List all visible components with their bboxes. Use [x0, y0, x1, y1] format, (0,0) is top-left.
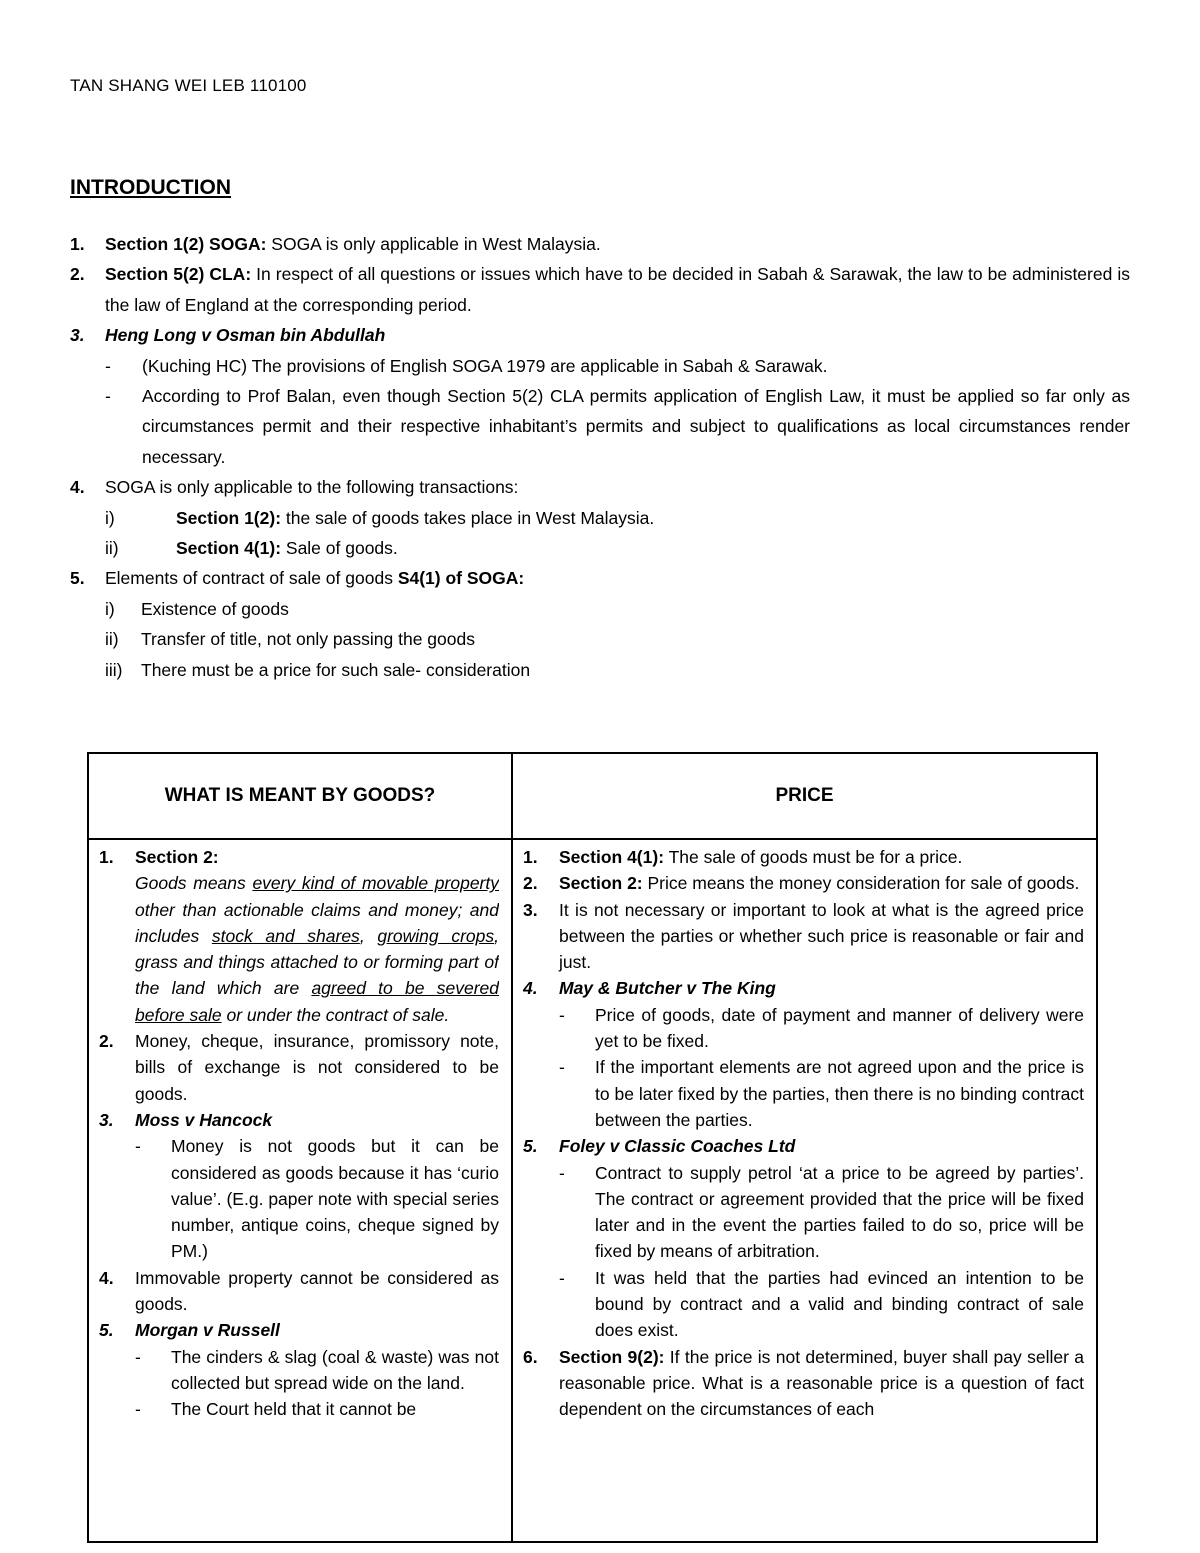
intro-item-3: [70, 320, 1130, 350]
intro-item-4-sub-1-label: Section 1(2):: [176, 507, 282, 528]
goods-def-part-2: other than actionable claims and money; and includes: [135, 899, 499, 946]
price-item-4-case: May & Butcher v The King: [559, 978, 776, 999]
goods-def-underline-1: every kind of movable property: [252, 873, 499, 894]
price-item-2: [523, 870, 1084, 896]
price-item-1: [523, 844, 1084, 870]
price-item-2-label: Section 2:: [559, 873, 643, 894]
goods-item-5-bullet-2-text: The Court held that it cannot be: [171, 1399, 417, 1420]
intro-item-2-number: 2.: [70, 264, 85, 285]
price-item-2-text: [559, 870, 1084, 896]
goods-item-5-case: Morgan v Russell: [135, 1320, 280, 1341]
goods-item-5-bullet-1-text: The cinders & slag (coal & waste) was not collected but spread wide on the land.: [171, 1346, 499, 1393]
intro-item-4-sub-2-body: Sale of goods.: [281, 538, 398, 559]
intro-item-4-sub-2: [70, 533, 1130, 563]
intro-item-3-bullet-2: [70, 381, 1130, 472]
price-item-5-bullet-2-text: It was held that the parties had evinced an intention to be bound by contract and a valid and binding contract of sale does exist.: [595, 1267, 1084, 1341]
goods-item-3-bullet-1: [99, 1133, 499, 1264]
intro-item-1: [70, 229, 1130, 259]
intro-item-4-sub-1-number: i): [105, 507, 115, 528]
goods-column: [88, 839, 512, 1542]
price-column: [512, 839, 1097, 1542]
intro-item-5-sub-2-number: ii): [105, 629, 119, 650]
intro-item-4-number: 4.: [70, 477, 85, 498]
goods-item-5-bullet-2: [99, 1396, 499, 1422]
price-item-5-case: Foley v Classic Coaches Ltd: [559, 1136, 796, 1157]
goods-item-1-number: 1.: [99, 847, 114, 867]
price-item-6-number: 6.: [523, 1346, 538, 1367]
goods-item-3-case: Moss v Hancock: [135, 1109, 273, 1130]
goods-price-table: [87, 752, 1098, 1543]
dash-bullet-icon: -: [559, 1267, 565, 1288]
intro-item-1-text: [105, 229, 1130, 259]
goods-item-3-bullet-1-text: Money is not goods but it can be considered as goods because it has ‘curio value’. (E.g. paper note with special series number, antique coins, cheque signed by PM.): [171, 1136, 499, 1262]
intro-item-2-body: In respect of all questions or issues which have to be decided in Sabah & Sarawak, the law to be administered is the law of England at the corresponding period.: [105, 264, 1130, 315]
price-column-heading: PRICE: [512, 753, 1097, 839]
dash-bullet-icon: -: [135, 1136, 141, 1157]
dash-bullet-icon: -: [559, 1004, 565, 1025]
price-item-5-bullet-1-text: Contract to supply petrol ‘at a price to be agreed by parties’. The contract or agreement provided that the price will be fixed later and in the event the parties failed to do so, price will be fixed by means of arbitration.: [595, 1162, 1084, 1262]
intro-item-3-number: 3.: [70, 325, 85, 346]
intro-item-1-number: 1.: [70, 234, 85, 254]
goods-def-part-1: Goods means: [135, 873, 253, 894]
intro-item-4-sub-2-number: ii): [105, 538, 119, 559]
intro-item-4-text: SOGA is only applicable to the following transactions:: [105, 477, 519, 498]
price-item-4-bullet-2: [523, 1054, 1084, 1133]
price-item-6-label: Section 9(2):: [559, 1346, 665, 1367]
intro-item-3-bullet-1-text: (Kuching HC) The provisions of English SOGA 1979 are applicable in Sabah & Sarawak.: [142, 355, 828, 376]
goods-item-5-bullet-1: [99, 1344, 499, 1397]
goods-def-underline-2: stock and shares: [211, 925, 360, 946]
intro-item-3-bullet-1: [70, 351, 1130, 381]
intro-item-5-sub-2: [70, 624, 1130, 654]
introduction-heading: INTRODUCTION: [70, 176, 231, 199]
price-item-1-number: 1.: [523, 847, 538, 867]
goods-item-3: [99, 1107, 499, 1133]
price-item-2-body: Price means the money consideration for sale of goods.: [642, 873, 1080, 894]
price-item-6-body: If the price is not determined, buyer shall pay seller a reasonable price. What is a reasonable price is a question of fact dependent on the circumstances of each: [559, 1346, 1084, 1420]
intro-item-5-sub-3-text: There must be a price for such sale- consideration: [141, 659, 531, 680]
goods-item-1-definition: [135, 870, 499, 1028]
goods-item-1: [99, 844, 499, 1028]
price-item-4-number: 4.: [523, 978, 538, 999]
table-header-row: [88, 753, 1097, 839]
intro-item-5-label: S4(1) of SOGA:: [397, 568, 525, 589]
table-body-row: [88, 839, 1097, 1542]
goods-def-part-3: ,: [359, 925, 378, 946]
intro-item-4-sub-1: [70, 503, 1130, 533]
intro-item-5-sub-3-number: iii): [105, 659, 123, 680]
intro-item-5-number: 5.: [70, 568, 85, 589]
price-item-4-bullet-1-text: Price of goods, date of payment and manner of delivery were yet to be fixed.: [595, 1004, 1084, 1052]
goods-item-4-number: 4.: [99, 1267, 114, 1288]
goods-def-part-5: or under the contract of sale.: [221, 1004, 450, 1025]
intro-item-4-sub-2-text: [176, 533, 1130, 563]
intro-item-5-sub-3: [70, 655, 1130, 685]
dash-bullet-icon: -: [105, 355, 111, 376]
price-item-5: [523, 1133, 1084, 1159]
intro-item-4-sub-1-body: the sale of goods takes place in West Malaysia.: [281, 507, 655, 528]
intro-item-4-sub-2-label: Section 4(1):: [176, 538, 282, 559]
intro-item-1-label: Section 1(2) SOGA:: [105, 234, 267, 254]
price-item-3-number: 3.: [523, 899, 538, 920]
price-item-2-number: 2.: [523, 873, 538, 894]
price-item-6: [523, 1344, 1084, 1423]
price-item-4-bullet-2-text: If the important elements are not agreed upon and the price is to be later fixed by the parties, then there is no binding contract between the parties.: [595, 1057, 1084, 1130]
intro-item-5-sub-1-text: Existence of goods: [141, 598, 289, 619]
price-item-5-number: 5.: [523, 1136, 538, 1157]
intro-item-5-sub-1: [70, 594, 1130, 624]
dash-bullet-icon: -: [105, 386, 111, 407]
price-item-4: [523, 975, 1084, 1001]
price-item-6-text: [559, 1344, 1084, 1423]
intro-item-2-label: Section 5(2) CLA:: [105, 264, 252, 285]
goods-def-underline-4: agreed to be severed before sale: [135, 978, 499, 1025]
introduction-list: [70, 229, 1130, 685]
goods-column-heading: WHAT IS MEANT BY GOODS?: [88, 753, 512, 839]
intro-item-4-sub-1-text: [176, 503, 1130, 533]
price-item-1-body: The sale of goods must be for a price.: [664, 847, 963, 867]
price-item-1-text: [559, 844, 1084, 870]
intro-item-3-case: Heng Long v Osman bin Abdullah: [105, 325, 386, 346]
price-item-3-text: It is not necessary or important to look at what is the agreed price between the parties or whether such price is reasonable or fair and just.: [559, 899, 1084, 973]
dash-bullet-icon: -: [559, 1057, 565, 1078]
intro-item-5-text: [105, 563, 1130, 593]
price-item-1-label: Section 4(1):: [559, 847, 665, 867]
intro-item-1-body: SOGA is only applicable in West Malaysia.: [266, 234, 601, 254]
goods-item-2-text: Money, cheque, insurance, promissory note, bills of exchange is not considered to be goods.: [135, 1031, 499, 1104]
dash-bullet-icon: -: [135, 1399, 141, 1420]
price-item-4-bullet-1: [523, 1002, 1084, 1055]
intro-item-5-body: Elements of contract of sale of goods: [105, 568, 398, 589]
goods-item-4: [99, 1265, 499, 1318]
goods-item-2-number: 2.: [99, 1031, 114, 1052]
intro-item-5: [70, 563, 1130, 593]
intro-item-4: [70, 472, 1130, 502]
price-item-5-bullet-1: [523, 1160, 1084, 1265]
header-name-line: TAN SHANG WEI LEB 110100: [70, 76, 307, 95]
goods-item-5: [99, 1317, 499, 1343]
intro-item-2-text: [105, 259, 1130, 320]
goods-item-1-label: Section 2:: [135, 847, 219, 867]
dash-bullet-icon: -: [135, 1346, 141, 1367]
price-item-3: [523, 897, 1084, 976]
goods-item-4-text: Immovable property cannot be considered as goods.: [135, 1267, 499, 1315]
intro-item-5-sub-2-text: Transfer of title, not only passing the goods: [141, 629, 475, 650]
goods-item-5-number: 5.: [99, 1320, 114, 1341]
price-item-5-bullet-2: [523, 1265, 1084, 1344]
goods-item-3-number: 3.: [99, 1109, 114, 1130]
dash-bullet-icon: -: [559, 1162, 565, 1183]
intro-item-3-bullet-2-text: According to Prof Balan, even though Section 5(2) CLA permits application of English Law, it must be applied so far only as circumstances permit and their respective inhabitant’s permits and subject to qualifications as local circumstances render necessary.: [142, 386, 1130, 467]
goods-def-part-4: , grass and things attached to or forming part of the land which are: [135, 925, 499, 999]
goods-item-2: [99, 1028, 499, 1107]
intro-item-2: [70, 259, 1130, 320]
goods-def-underline-3: growing crops: [377, 925, 495, 946]
intro-item-5-sub-1-number: i): [105, 598, 115, 619]
